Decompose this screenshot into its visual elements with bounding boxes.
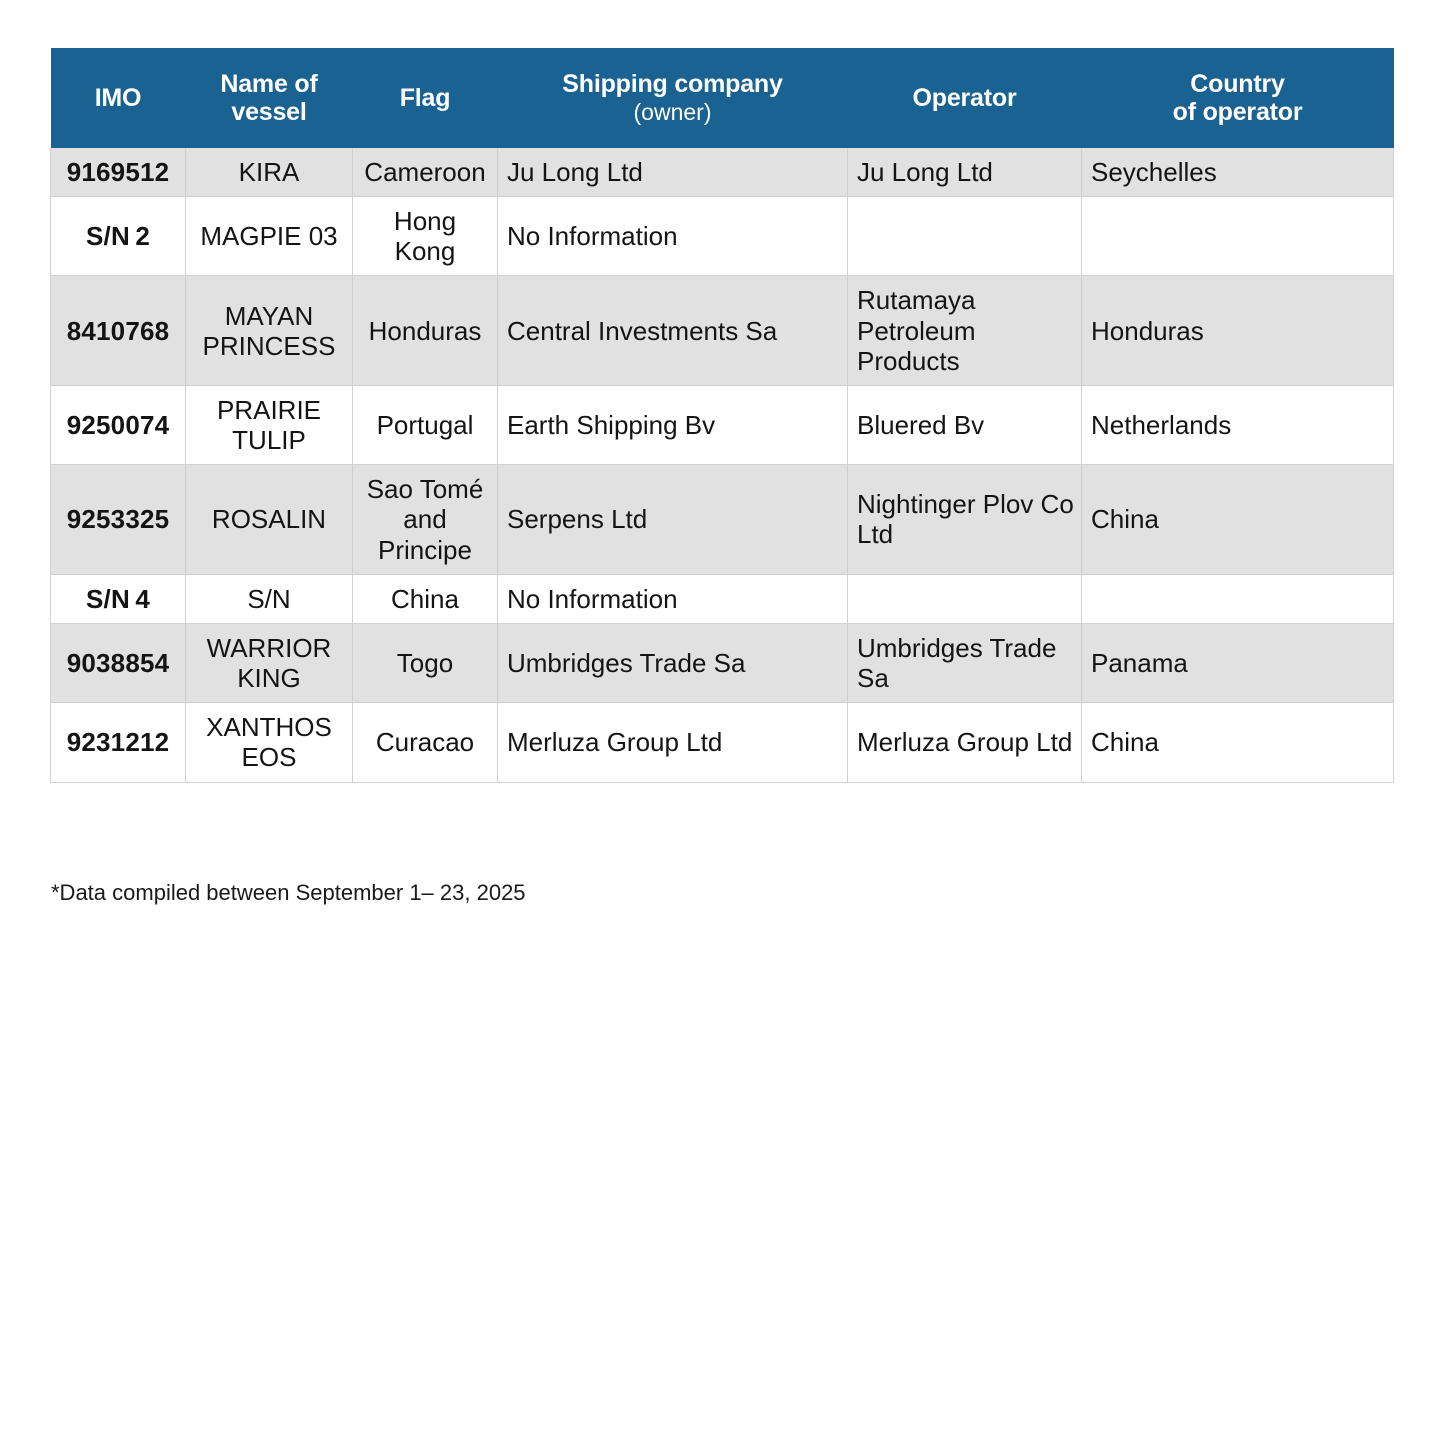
table-cell-imo: 8410768	[51, 276, 186, 385]
table-cell-name: XANTHOS EOS	[186, 703, 353, 782]
table-cell-operator: Umbridges Trade Sa	[848, 623, 1082, 702]
table-cell-operator: Rutamaya Petroleum Products	[848, 276, 1082, 385]
table-cell-name: ROSALIN	[186, 465, 353, 574]
table-cell-name: MAYAN PRINCESS	[186, 276, 353, 385]
table-row	[51, 197, 1394, 276]
table-row	[51, 574, 1394, 623]
column-header-name-of-vessel-sublabel: vessel	[231, 98, 307, 126]
column-header-name-of-vessel-label: Name of	[220, 70, 318, 98]
table-cell-country	[1082, 574, 1394, 623]
column-header-shipping-company	[498, 48, 848, 148]
column-header-name-of-vessel	[186, 48, 353, 148]
table-cell-imo: 9231212	[51, 703, 186, 782]
table-cell-name: MAGPIE 03	[186, 197, 353, 276]
table-cell-country: Honduras	[1082, 276, 1394, 385]
table-cell-imo: S/N 4	[51, 574, 186, 623]
vessel-table-container	[50, 48, 1393, 783]
table-cell-operator	[848, 197, 1082, 276]
table-cell-company: Serpens Ltd	[498, 465, 848, 574]
table-cell-imo: 9038854	[51, 623, 186, 702]
table-cell-company: Earth Shipping Bv	[498, 385, 848, 464]
table-cell-imo: S/N 2	[51, 197, 186, 276]
table-row	[51, 703, 1394, 782]
table-row	[51, 148, 1394, 197]
table-cell-flag: Hong Kong	[353, 197, 498, 276]
table-cell-company: Umbridges Trade Sa	[498, 623, 848, 702]
column-header-operator	[848, 48, 1082, 148]
table-cell-country	[1082, 197, 1394, 276]
table-cell-country: Panama	[1082, 623, 1394, 702]
table-cell-imo: 9253325	[51, 465, 186, 574]
table-cell-flag: Portugal	[353, 385, 498, 464]
table-cell-country: China	[1082, 703, 1394, 782]
column-header-country-of-operator	[1082, 48, 1394, 148]
table-cell-country: China	[1082, 465, 1394, 574]
table-cell-name: WARRIOR KING	[186, 623, 353, 702]
table-cell-flag: Cameroon	[353, 148, 498, 197]
column-header-shipping-company-sublabel: (owner)	[633, 98, 712, 125]
table-row	[51, 276, 1394, 385]
column-header-imo	[51, 48, 186, 148]
table-body	[51, 148, 1394, 782]
table-cell-country: Netherlands	[1082, 385, 1394, 464]
table-header	[51, 48, 1394, 148]
table-cell-operator: Nightinger Plov Co Ltd	[848, 465, 1082, 574]
table-footnote: *Data compiled between September 1– 23, 2025	[51, 880, 526, 905]
table-row	[51, 623, 1394, 702]
table-cell-operator: Ju Long Ltd	[848, 148, 1082, 197]
table-cell-company: No Information	[498, 574, 848, 623]
column-header-flag	[353, 48, 498, 148]
table-cell-flag: Togo	[353, 623, 498, 702]
column-header-country-of-operator-sublabel: of operator	[1172, 98, 1303, 126]
column-header-shipping-company-label: Shipping company	[562, 69, 783, 98]
table-cell-imo: 9250074	[51, 385, 186, 464]
column-header-country-of-operator-label: Country	[1190, 70, 1285, 98]
table-cell-name: PRAIRIE TULIP	[186, 385, 353, 464]
table-cell-flag: Honduras	[353, 276, 498, 385]
table-cell-name: S/N	[186, 574, 353, 623]
column-header-operator-label: Operator	[912, 84, 1017, 112]
table-cell-flag: China	[353, 574, 498, 623]
table-row	[51, 385, 1394, 464]
table-cell-imo: 9169512	[51, 148, 186, 197]
table-header-row	[51, 48, 1394, 148]
column-header-imo-label: IMO	[94, 84, 142, 112]
table-cell-operator: Bluered Bv	[848, 385, 1082, 464]
table-cell-company: Ju Long Ltd	[498, 148, 848, 197]
table-cell-company: No Information	[498, 197, 848, 276]
table-cell-company: Central Investments Sa	[498, 276, 848, 385]
table-cell-company: Merluza Group Ltd	[498, 703, 848, 782]
table-cell-country: Seychelles	[1082, 148, 1394, 197]
column-header-flag-label: Flag	[399, 84, 451, 112]
table-row	[51, 465, 1394, 574]
vessel-table	[50, 48, 1394, 783]
table-cell-operator: Merluza Group Ltd	[848, 703, 1082, 782]
table-cell-operator	[848, 574, 1082, 623]
table-cell-name: KIRA	[186, 148, 353, 197]
table-cell-flag: Curacao	[353, 703, 498, 782]
table-cell-flag: Sao Tomé and Principe	[353, 465, 498, 574]
